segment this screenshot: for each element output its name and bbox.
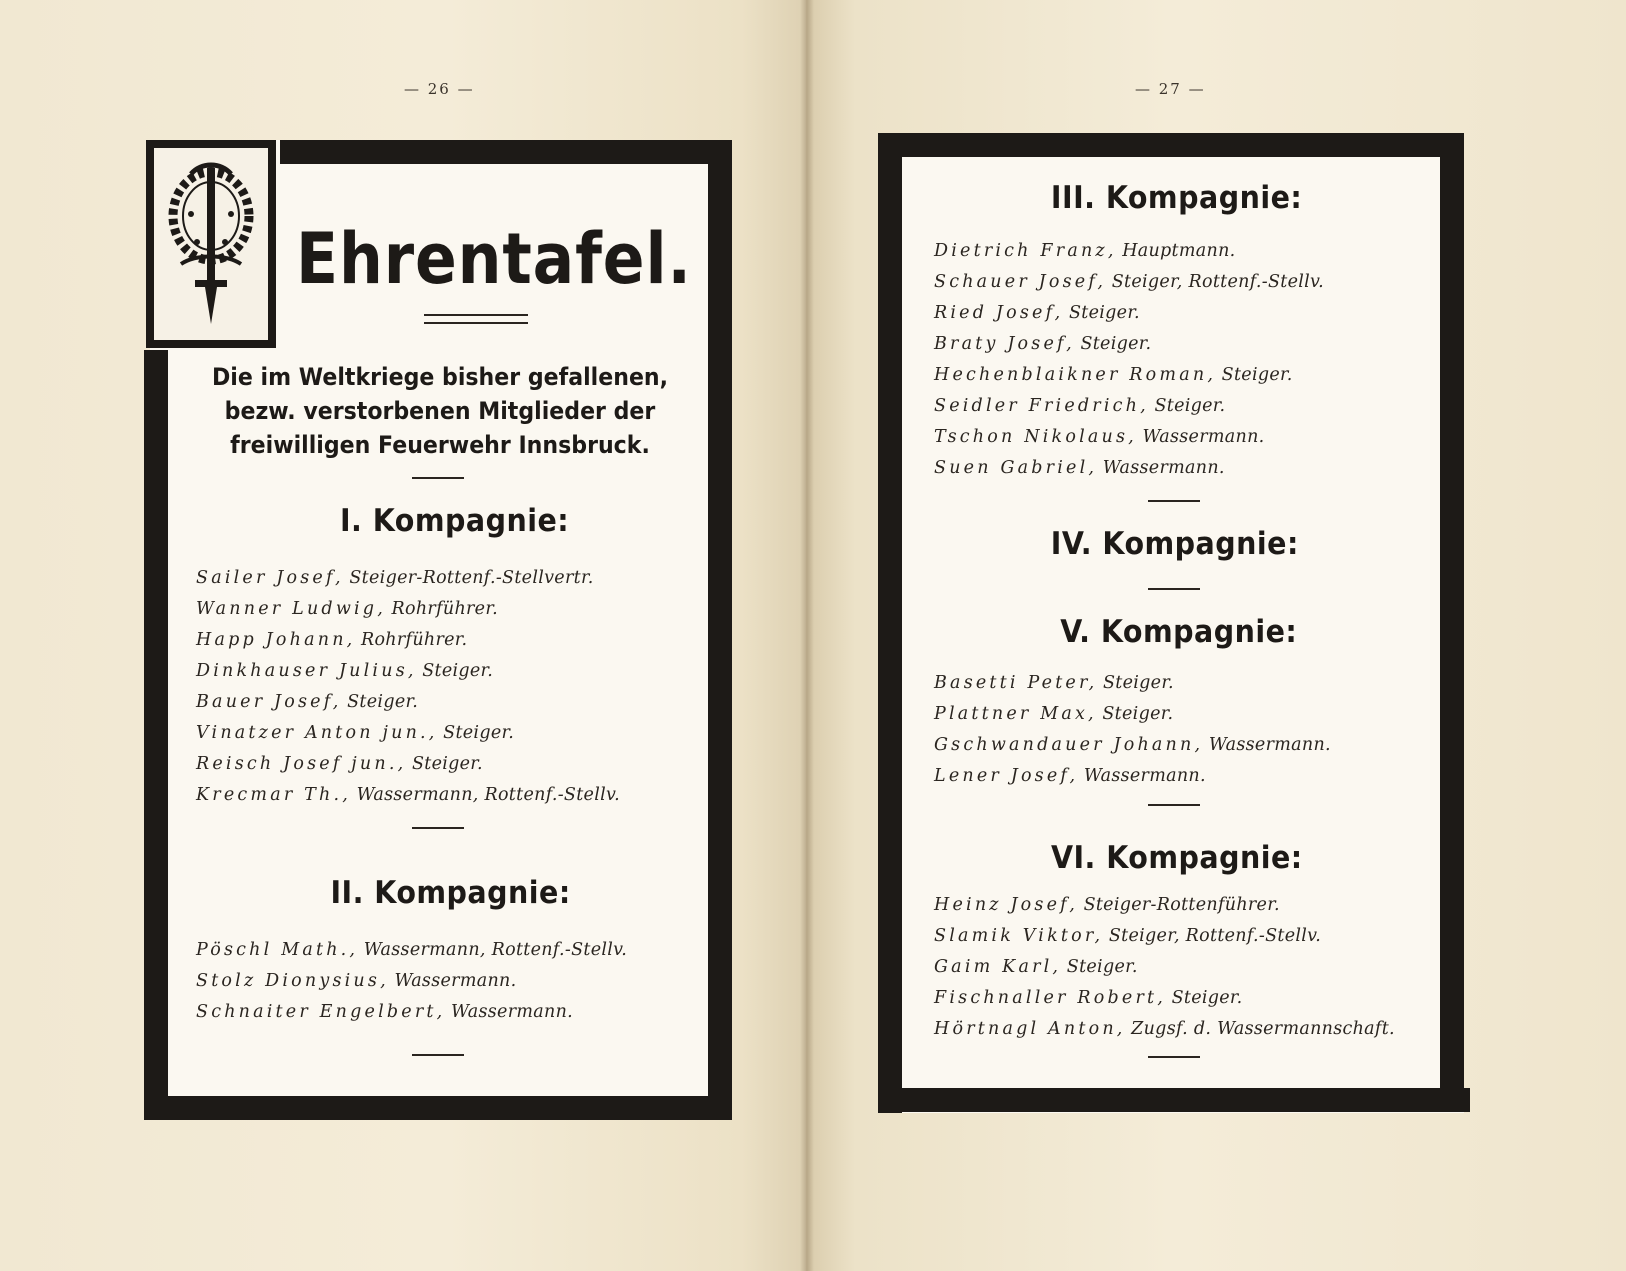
frame-border-right <box>1440 133 1464 1093</box>
member-list-2 <box>196 935 627 1028</box>
member-role: Wassermann, Rottenf.-Stellv. <box>356 785 620 805</box>
member-name: Gschwandauer Johann, <box>934 735 1204 755</box>
page-number-left: — 26 — <box>404 80 475 98</box>
member-name: Happ Johann, <box>196 630 356 650</box>
frame-border-right <box>708 140 732 1120</box>
member-name: Sailer Josef, <box>196 568 344 588</box>
member-name: Wanner Ludwig, <box>196 599 386 619</box>
member-name: Tschon Nikolaus, <box>934 427 1137 447</box>
member-entry <box>934 983 1395 1014</box>
member-entry <box>934 267 1324 298</box>
frame-border-left <box>144 350 168 1096</box>
member-entry <box>934 391 1324 422</box>
member-entry <box>934 730 1331 761</box>
member-role: Hauptmann. <box>1122 241 1236 261</box>
member-entry <box>934 699 1331 730</box>
member-name: Seidler Friedrich, <box>934 396 1149 416</box>
member-role: Steiger. <box>1080 334 1152 354</box>
member-entry <box>934 668 1331 699</box>
section-heading-2: II. Kompagnie: <box>330 875 571 911</box>
member-entry <box>196 966 627 997</box>
section-divider <box>412 827 464 829</box>
member-name: Bauer Josef, <box>196 692 342 712</box>
member-role: Wassermann, Rottenf.-Stellv. <box>363 940 628 960</box>
member-role: Zugsf. d. Wassermannschaft. <box>1131 1019 1395 1039</box>
member-entry <box>934 761 1331 792</box>
member-role: Steiger, Rottenf.-Stellv. <box>1111 272 1325 292</box>
member-entry <box>196 656 620 687</box>
member-entry <box>196 749 620 780</box>
intro-text: Die im Weltkriege bisher gefallenen, bezw. verstorbenen Mitglieder der freiwilligen Feuerwehr Innsbruck. <box>211 363 669 459</box>
member-entry <box>934 360 1324 391</box>
frame-border-top <box>280 140 732 164</box>
member-name: Hechenblaikner Roman, <box>934 365 1217 385</box>
member-entry <box>196 594 620 625</box>
frame-border-bottom <box>144 1096 732 1120</box>
member-list-1 <box>196 563 620 811</box>
title-divider <box>424 314 528 324</box>
frame-border-bottom <box>884 1088 1470 1112</box>
section-divider <box>412 1054 464 1056</box>
member-name: Dinkhauser Julius, <box>196 661 417 681</box>
member-name: Suen Gabriel, <box>934 458 1098 478</box>
member-entry <box>934 422 1324 453</box>
member-role: Steiger-Rottenf.-Stellvertr. <box>349 568 594 588</box>
section-heading-6: VI. Kompagnie: <box>1050 840 1303 876</box>
member-role: Steiger. <box>347 692 419 712</box>
member-name: Pöschl Math., <box>196 940 359 960</box>
member-entry <box>934 298 1324 329</box>
member-name: Slamik Viktor, <box>934 926 1104 946</box>
member-name: Reisch Josef jun., <box>196 754 407 774</box>
member-role: Wassermann. <box>1102 458 1225 478</box>
member-entry <box>934 890 1395 921</box>
member-entry <box>934 236 1324 267</box>
member-entry <box>934 453 1324 484</box>
member-role: Wassermann. <box>394 971 517 991</box>
member-entry <box>196 935 627 966</box>
member-list-6 <box>934 890 1395 1045</box>
decorative-initial <box>146 140 276 348</box>
section-heading-1: I. Kompagnie: <box>339 503 570 539</box>
member-entry <box>934 952 1395 983</box>
member-entry <box>934 329 1324 360</box>
frame-border-left <box>878 133 902 1113</box>
member-role: Steiger-Rottenführer. <box>1083 895 1280 915</box>
member-entry <box>196 687 620 718</box>
page-number-right: — 27 — <box>1135 80 1206 98</box>
member-list-5 <box>934 668 1331 792</box>
section-divider <box>1148 1056 1200 1058</box>
wreath-sword-icon <box>161 154 261 334</box>
member-entry <box>196 563 620 594</box>
member-name: Fischnaller Robert, <box>934 988 1167 1008</box>
member-role: Wassermann. <box>1142 427 1265 447</box>
member-name: Basetti Peter, <box>934 673 1098 693</box>
member-name: Schauer Josef, <box>934 272 1107 292</box>
member-role: Rohrführer. <box>361 630 468 650</box>
member-name: Plattner Max, <box>934 704 1097 724</box>
member-entry <box>196 625 620 656</box>
member-entry <box>196 997 627 1028</box>
section-divider <box>1148 804 1200 806</box>
member-role: Steiger. <box>1154 396 1226 416</box>
member-list-3 <box>934 236 1324 484</box>
member-role: Steiger. <box>1102 673 1174 693</box>
section-heading-5: V. Kompagnie: <box>1060 614 1298 650</box>
member-name: Heinz Josef, <box>934 895 1078 915</box>
member-name: Lener Josef, <box>934 766 1079 786</box>
member-role: Wassermann. <box>1208 735 1331 755</box>
member-role: Steiger. <box>443 723 515 743</box>
member-entry <box>196 718 620 749</box>
book-gutter <box>800 0 814 1271</box>
member-role: Wassermann. <box>450 1002 573 1022</box>
section-divider <box>412 477 464 479</box>
member-name: Vinatzer Anton jun., <box>196 723 438 743</box>
member-role: Steiger. <box>1102 704 1174 724</box>
member-name: Stolz Dionysius, <box>196 971 389 991</box>
member-role: Wassermann. <box>1083 766 1206 786</box>
section-divider <box>1148 500 1200 502</box>
member-name: Dietrich Franz, <box>934 241 1117 261</box>
member-name: Schnaiter Engelbert, <box>196 1002 446 1022</box>
member-entry <box>934 921 1395 952</box>
section-heading-3: III. Kompagnie: <box>1050 180 1303 216</box>
frame-border-top <box>878 133 1464 157</box>
member-name: Ried Josef, <box>934 303 1064 323</box>
member-role: Steiger. <box>1171 988 1243 1008</box>
member-role: Steiger. <box>1068 303 1140 323</box>
member-role: Rohrführer. <box>391 599 498 619</box>
section-divider <box>1148 588 1200 590</box>
member-role: Steiger. <box>1221 365 1293 385</box>
member-role: Steiger, Rottenf.-Stellv. <box>1108 926 1322 946</box>
member-entry <box>196 780 620 811</box>
section-heading-4: IV. Kompagnie: <box>1050 526 1299 562</box>
member-name: Hörtnagl Anton, <box>934 1019 1126 1039</box>
member-role: Steiger. <box>411 754 483 774</box>
member-role: Steiger. <box>422 661 494 681</box>
member-entry <box>934 1014 1395 1045</box>
member-name: Braty Josef, <box>934 334 1075 354</box>
member-name: Gaim Karl, <box>934 957 1062 977</box>
page-title: Ehrentafel. <box>296 218 692 300</box>
member-name: Krecmar Th., <box>196 785 352 805</box>
member-role: Steiger. <box>1066 957 1138 977</box>
